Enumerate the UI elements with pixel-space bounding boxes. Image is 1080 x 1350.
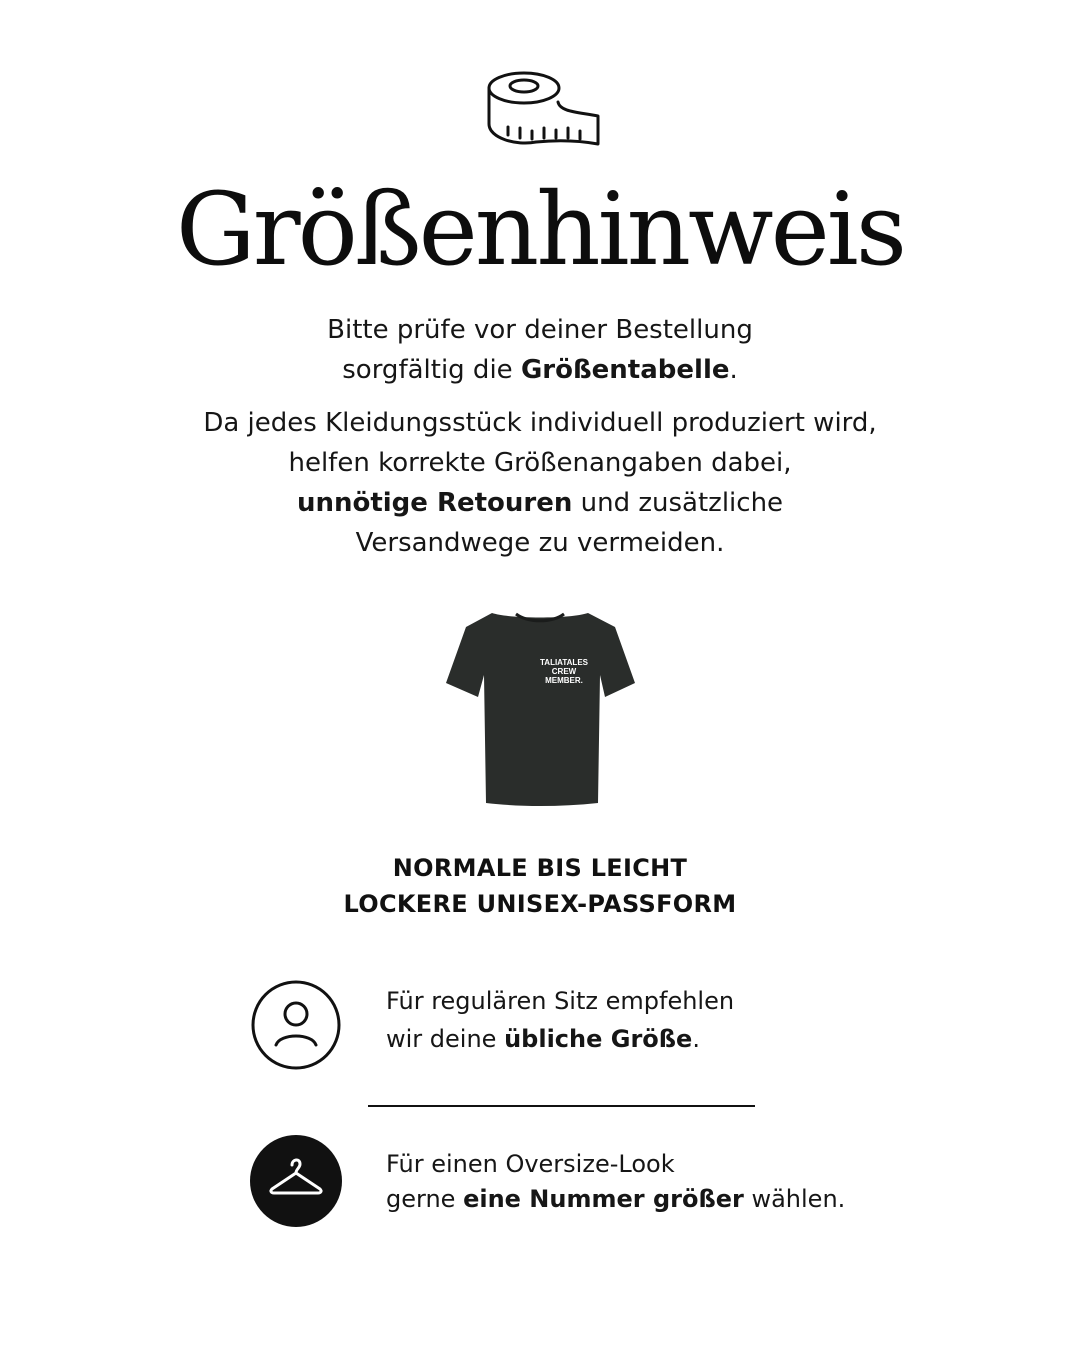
intro-text [0, 310, 1080, 390]
intro-line-2-end: . [729, 355, 738, 385]
print-line-3: MEMBER. [545, 676, 583, 685]
divider [368, 1105, 755, 1107]
size-up-emphasis: eine Nummer größer [463, 1185, 744, 1213]
print-line-1: TALIATALES [540, 658, 588, 667]
body-text [0, 403, 1080, 563]
intro-line-1: Bitte prüfe vor deiner Bestellung [327, 315, 753, 345]
page-title: Größenhinweis [175, 171, 905, 288]
intro-line-2-text: sorgfältig die [342, 355, 521, 385]
oversize-line-1: Für einen Oversize-Look [386, 1150, 675, 1178]
regular-fit-line-2-text: wir deine [386, 1025, 505, 1053]
fit-line-2: LOCKERE UNISEX-PASSFORM [343, 890, 737, 918]
body-line-2: helfen korrekte Größenangaben dabei, [288, 448, 792, 478]
intro-line-2 [0, 350, 1080, 390]
oversize-line-2 [386, 1182, 845, 1217]
body-line-1: Da jedes Kleidungsstück individuell produziert wird, [203, 408, 877, 438]
person-icon [250, 979, 342, 1071]
measuring-tape-icon [478, 68, 608, 154]
returns-emphasis: unnötige Retouren [296, 488, 573, 518]
regular-fit-line-2-end: . [692, 1025, 700, 1053]
oversize-line-2-text: gerne [386, 1185, 464, 1213]
fit-description [0, 850, 1080, 922]
oversize-line-2-end: wählen. [743, 1185, 846, 1213]
body-line-3 [0, 483, 1080, 523]
tshirt-body [446, 613, 635, 806]
usual-size-emphasis: übliche Größe [504, 1025, 693, 1053]
body-line-3-end: und zusätzliche [572, 488, 784, 518]
body-line-4: Versandwege zu vermeiden. [355, 528, 725, 558]
regular-fit-line-2 [386, 1020, 734, 1058]
print-line-2: CREW [551, 667, 577, 676]
fit-line-1: NORMALE BIS LEICHT [392, 854, 688, 882]
regular-fit-line-1: Für regulären Sitz empfehlen [386, 987, 735, 1015]
oversize-text [386, 1147, 845, 1217]
hanger-icon [250, 1135, 342, 1227]
size-chart-emphasis: Größentabelle [520, 355, 730, 385]
regular-fit-text [386, 982, 734, 1058]
tshirt-image [440, 605, 640, 810]
